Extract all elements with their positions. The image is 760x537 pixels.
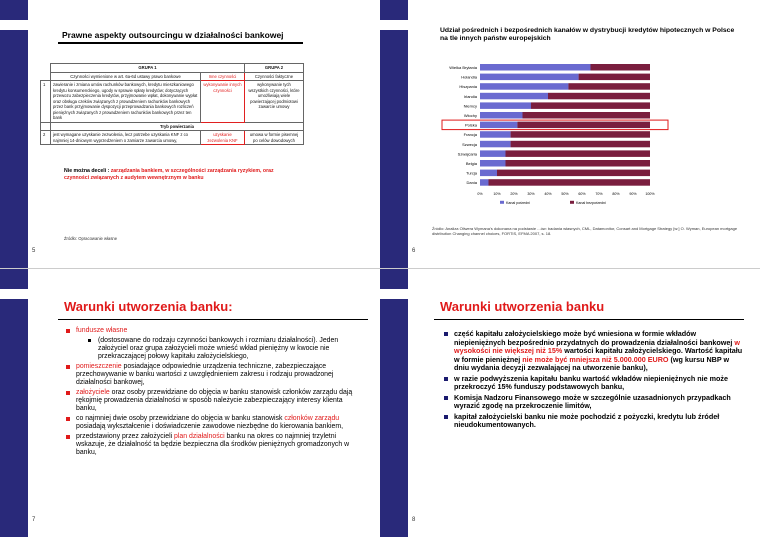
bullet-icon bbox=[444, 332, 448, 336]
title-underline bbox=[58, 42, 303, 44]
category-label: Holandia bbox=[461, 74, 477, 80]
slide-stripe bbox=[380, 299, 408, 537]
bar-direct bbox=[511, 141, 650, 148]
x-tick-label: 70% bbox=[595, 191, 603, 196]
x-tick-label: 60% bbox=[578, 191, 586, 196]
bar-indirect bbox=[480, 93, 548, 100]
col1-header: Czynności wymienione w art. 6a-6d ustawy prawo bankowe bbox=[51, 72, 201, 81]
slide-4-page-number: 8 bbox=[412, 517, 416, 523]
x-tick-label: 50% bbox=[561, 191, 569, 196]
bullet-icon bbox=[444, 415, 448, 419]
bullet-text: (dostosowane do rodzaju czynności bankowych i rozmiaru działalności). Jeden założyciel oraz grupa założycieli może wnieść wkład pieniężny w kwocie nie przekraczającej połowy kapitału założycielskiego, bbox=[98, 337, 339, 360]
group1-header: GRUPA 1 bbox=[51, 64, 245, 73]
bar-direct bbox=[548, 93, 650, 100]
bar-direct bbox=[579, 74, 650, 81]
slide-3-title: Warunki utworzenia banku: bbox=[64, 299, 233, 314]
bar-indirect bbox=[480, 74, 579, 81]
slide-stripe bbox=[0, 299, 28, 537]
legend-label: Kanał bezpośredni bbox=[576, 200, 606, 205]
list-item bbox=[66, 337, 356, 361]
bullet-red: członków zarządu bbox=[284, 415, 340, 422]
category-label: Włochy bbox=[463, 113, 477, 118]
list-item bbox=[66, 327, 356, 335]
bar-direct bbox=[489, 179, 651, 186]
col3-header: Czynności faktyczne bbox=[245, 72, 304, 81]
bullet-text: przedstawiony przez założycieli bbox=[76, 433, 175, 440]
slide-2-page-number: 6 bbox=[412, 248, 416, 254]
list-item bbox=[66, 389, 356, 413]
bullet-red: w wysokości nie większej niż 15% bbox=[454, 337, 740, 355]
bar-indirect bbox=[480, 179, 489, 186]
x-tick-label: 20% bbox=[510, 191, 518, 196]
x-tick-label: 30% bbox=[527, 191, 535, 196]
row1-num: 1 bbox=[41, 81, 51, 123]
bar-direct bbox=[511, 131, 650, 138]
bullet-text: posiadają wykształcenie i doświadczenie zawodowe niezbędne do kierowania bankiem, bbox=[76, 423, 343, 430]
bullet-icon bbox=[444, 377, 448, 381]
list-item bbox=[66, 363, 356, 387]
x-tick-label: 80% bbox=[612, 191, 620, 196]
bullet-red: nie może być mniejsza niż 5.000.000 EURO bbox=[522, 354, 669, 364]
category-label: Dania bbox=[466, 180, 477, 186]
title-underline bbox=[434, 319, 744, 320]
bar-indirect bbox=[480, 83, 568, 90]
bullet-text: banku na okres co najmniej trzyletni wskazuje, że działalność ta będzie bezpieczna dla środków pieniężnych gromadzonych w banku, bbox=[76, 433, 350, 456]
slide-4-title: Warunki utworzenia banku bbox=[440, 299, 605, 314]
x-tick-label: 0% bbox=[477, 191, 483, 196]
category-label: Wielka Brytania bbox=[449, 65, 477, 70]
bullet-text: część kapitału założycielskiego może być wniesiona w formie wkładów niepieniężnych bezpośrednio przydatnych do prowadzenia działalności bankowej bbox=[454, 329, 735, 347]
bar-direct bbox=[568, 83, 650, 90]
bar-indirect bbox=[480, 141, 511, 148]
x-tick-label: 100% bbox=[645, 191, 655, 196]
list-item bbox=[66, 415, 356, 431]
slide-1-title: Prawne aspekty outsourcingu w działalności bankowej bbox=[62, 30, 284, 40]
bullet-red: fundusze własne bbox=[76, 327, 128, 334]
bar-indirect bbox=[480, 102, 531, 109]
slide-2-title: Udział pośrednich i bezpośrednich kanałów w dystrybucji kredytów hipotecznych w Polsce na tle innych państw europejskich bbox=[440, 27, 735, 42]
bar-direct bbox=[531, 102, 650, 109]
bullet-text: (wg kursu NBP w dniu wydania decyzji zezwalającej na utworzenie banku), bbox=[454, 354, 730, 372]
bullet-text: posiadające odpowiednie urządzenia techniczne, zabezpieczające przechowywanie w banku wartości z uwzględnieniem zakresu i rodzaju prowadzonej działalności bankowej, bbox=[76, 363, 334, 386]
legend-swatch-direct bbox=[570, 201, 574, 204]
bar-indirect bbox=[480, 160, 506, 167]
list-item bbox=[444, 330, 744, 373]
slide-stripe-top bbox=[0, 0, 28, 20]
bar-indirect bbox=[480, 122, 517, 129]
bullet-red: założyciele bbox=[76, 389, 110, 396]
row2-cell2: uzyskanie zezwolenia KNF bbox=[201, 131, 245, 145]
legend-swatch-indirect bbox=[500, 201, 504, 204]
bar-indirect bbox=[480, 131, 511, 138]
bar-indirect bbox=[480, 150, 506, 157]
bar-direct bbox=[506, 160, 651, 167]
slide-stripe bbox=[0, 30, 28, 268]
bullet-red: pomieszczenie bbox=[76, 363, 122, 370]
bullet-icon bbox=[66, 435, 70, 439]
slide-stripe-top bbox=[0, 269, 28, 289]
bullet-text: Komisja Nadzoru Finansowego może w szczególnie uzasadnionych przypadkach wyrazić zgodę na przekroczenie limitów, bbox=[454, 392, 731, 410]
x-tick-label: 40% bbox=[544, 191, 552, 196]
category-label: Turcja bbox=[466, 170, 477, 176]
slide-stripe-top bbox=[380, 0, 408, 20]
col2-header: Inne czynności bbox=[201, 72, 245, 81]
slide-2-source: Źródło: Analiza Oliwera Wymana's dokonana na podstawie ...ów: badania własnych, CML, Datamonitor, Consart and Mortgage Strategy [w:] O. Wyman, European mortgage distribution Changing channel choices, FORTIS, EFMA 2007, s. 18. bbox=[432, 226, 738, 236]
category-label: Polska bbox=[464, 122, 477, 128]
category-label: Hiszpania bbox=[459, 84, 477, 90]
slide-1-source: Źródło: Opracowanie własne bbox=[64, 236, 118, 241]
slide-3-page-number: 7 bbox=[32, 517, 36, 523]
category-label: Francja bbox=[463, 132, 477, 138]
row2-num: 2 bbox=[41, 131, 51, 145]
bar-indirect bbox=[480, 64, 591, 71]
bullet-text: w razie podwyższenia kapitału banku wartość wkładów niepieniężnych nie może przekroczyć 15% funduszy podstawowych banku, bbox=[454, 373, 728, 391]
list-item bbox=[444, 394, 744, 411]
row2-cell3: umowa w formie pisemnej po celów dowodowych bbox=[245, 131, 304, 145]
title-underline bbox=[58, 319, 368, 320]
bar-direct bbox=[506, 150, 651, 157]
list-item bbox=[444, 413, 744, 430]
distribution-chart bbox=[430, 60, 670, 220]
bar-direct bbox=[517, 122, 650, 129]
note-lead: Nie można deceli : bbox=[64, 168, 111, 174]
x-tick-label: 10% bbox=[493, 191, 501, 196]
list-item bbox=[444, 375, 744, 392]
bar-indirect bbox=[480, 112, 523, 119]
list-item bbox=[66, 433, 356, 457]
slide-3-body bbox=[66, 327, 356, 459]
x-tick-label: 90% bbox=[629, 191, 637, 196]
bullet-text: oraz osoby przewidziane do objęcia w banku stanowisk członków zarządu dają rękojmię prowadzenia działalności w sposób należycie zabezpieczający interesy klienta banku, bbox=[76, 389, 353, 412]
bar-direct bbox=[523, 112, 651, 119]
note-red: zarządzania bankiem, w szczególności zarządzania ryzykiem, oraz czynności związanych z audytem wewnętrznym w banku bbox=[64, 168, 274, 181]
slide-stripe-top bbox=[380, 269, 408, 289]
row1-cell2: wykonywanie innych czynności bbox=[201, 81, 245, 123]
outsourcing-table bbox=[40, 63, 304, 145]
category-label: Belgia bbox=[465, 161, 477, 166]
category-label: Irlandia bbox=[463, 93, 477, 99]
category-label: Niemcy bbox=[463, 103, 477, 109]
bullet-red: plan działalności bbox=[174, 433, 225, 440]
bullet-icon bbox=[66, 391, 70, 395]
bullet-icon bbox=[444, 396, 448, 400]
row1-cell1: zawieranie i zmiana umów rachunków bankowych, kredytu mieszkaniowego kredytu konsumenckiego, ugody w sprawie spłaty kredytów; dotyczących przewozu zabezpieczenia kredytów, przyjmowanie wpłat, dokonywanie wypłat oraz obsługa czeków związanych z prowadzeniem rachunków bankowych przez bank przyjmowanie dyspozycji przeprowadzania bankowych rozliczeń pieniężnych związanych z prowadzeniem rachunków bankowych przez ten bank bbox=[51, 81, 201, 123]
bullet-text: kapitał założycielski banku nie może pochodzić z pożyczki, kredytu lub źródeł nieudokumentowanych. bbox=[454, 411, 720, 429]
bullet-icon bbox=[66, 329, 70, 333]
row1-cell3: wykonywanie tych wszystkich czynności, które umożliwiają wiele powierzającej podmiotowi zawarcie umowy bbox=[245, 81, 304, 123]
bar-direct bbox=[497, 170, 650, 177]
group2-header: GRUPA 2 bbox=[245, 64, 304, 73]
tryb-header: Tryb powierzania bbox=[51, 122, 304, 131]
bullet-icon bbox=[66, 365, 70, 369]
bar-direct bbox=[591, 64, 651, 71]
bullet-text: wartości kapitału założycielskiego. Wartość kapitału w formie pieniężnej bbox=[454, 346, 743, 364]
bullet-icon bbox=[66, 417, 70, 421]
legend-label: Kanał pośredni bbox=[506, 200, 530, 205]
slide-4-body bbox=[444, 330, 744, 432]
category-label: Szwajcaria bbox=[457, 151, 477, 157]
bullet-icon bbox=[88, 339, 91, 342]
category-label: Szwecja bbox=[462, 141, 477, 147]
bar-indirect bbox=[480, 170, 497, 177]
slide-1-page-number: 5 bbox=[32, 248, 36, 254]
slide-stripe bbox=[380, 30, 408, 268]
bullet-text: co najmniej dwie osoby przewidziane do objęcia w banku stanowisk bbox=[76, 415, 285, 422]
slide-1-note bbox=[64, 168, 280, 181]
row2-cell1: jest wymagane uzyskanie zezwolenia, lecz potrzebe uzyskania KNF z co najmniej 14-dniowym wyprzedzeniem o zamiarze zawarcia umowy, bbox=[51, 131, 201, 145]
